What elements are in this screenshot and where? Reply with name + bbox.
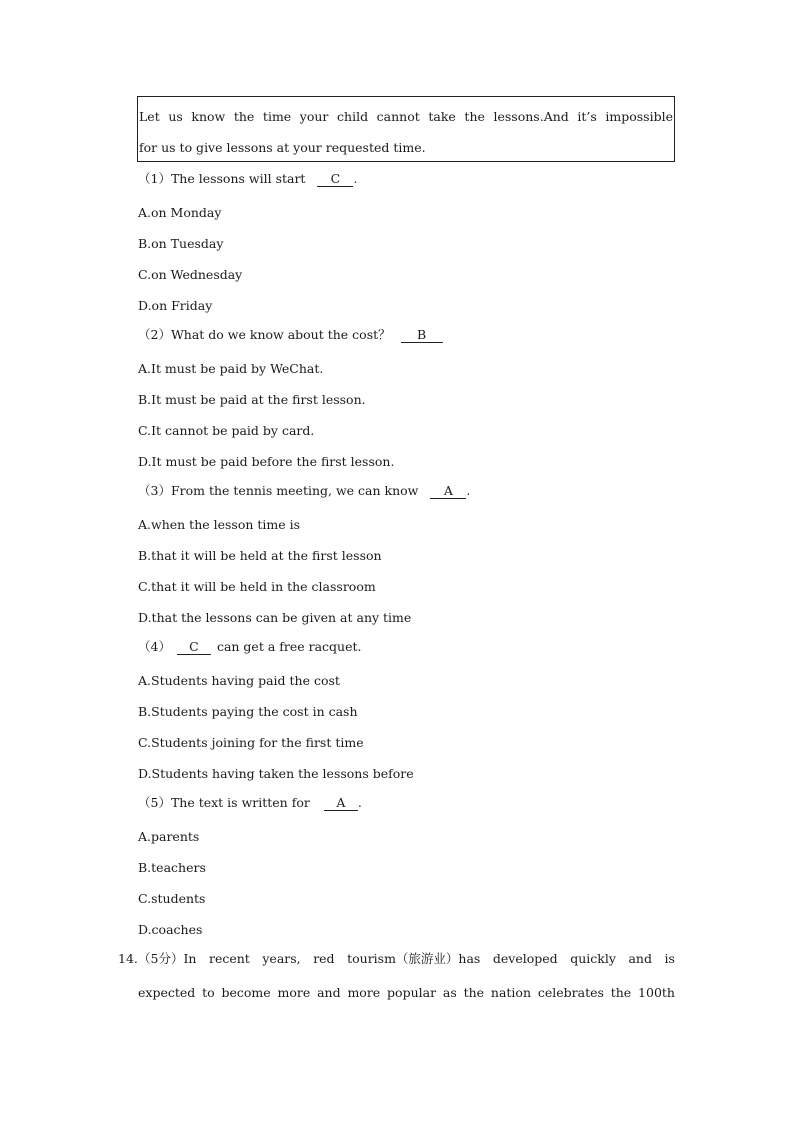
- question-14-line-2-word: more: [347, 985, 381, 1000]
- question-3-option-d: D.that the lessons can be given at any time: [138, 610, 412, 625]
- question-2-option-c: C.It cannot be paid by card.: [138, 423, 315, 438]
- question-14-line-2-word: the: [610, 985, 632, 1000]
- question-14-number: 14.: [118, 951, 138, 966]
- question-4-option-a: A.Students having paid the cost: [138, 673, 340, 688]
- question-5-option-a: A.parents: [138, 829, 200, 844]
- question-14-line-2-word: to: [202, 985, 215, 1000]
- question-14-line-2-word: more: [277, 985, 311, 1000]
- question-14-line-1: [138, 951, 675, 967]
- question-14-line-1-word: and: [628, 951, 652, 966]
- question-5-option-c: C.students: [138, 891, 206, 906]
- passage-box: [137, 96, 675, 162]
- question-14-line-1-word: （5分）In: [138, 951, 197, 966]
- question-14-line-2-word: become: [221, 985, 271, 1000]
- question-14-line-1-word: tourism（旅游业）has: [347, 951, 481, 966]
- passage-line-1: [139, 109, 673, 124]
- question-1-option-d: D.on Friday: [138, 298, 213, 313]
- passage-line-1-word: the: [233, 109, 255, 124]
- passage-line-1-word: the: [464, 109, 485, 124]
- passage-line-1-word: know: [191, 109, 226, 124]
- question-4-option-c: C.Students joining for the first time: [138, 735, 364, 750]
- question-14-line-1-word: recent: [208, 951, 250, 966]
- passage-line-1-word: us: [168, 109, 183, 124]
- question-1-option-c: C.on Wednesday: [138, 267, 243, 282]
- question-14-line-2-word: popular: [387, 985, 437, 1000]
- passage-line-1-word: impossible: [605, 109, 673, 124]
- question-14-line-2-word: celebrates: [537, 985, 604, 1000]
- question-5-stem: （5）The text is written for A .: [138, 795, 362, 810]
- question-14-line-1-word: years,: [262, 951, 301, 966]
- question-4-option-d: D.Students having taken the lessons before: [138, 766, 414, 781]
- passage-line-1-word: Let: [139, 109, 160, 124]
- question-1-answer: C: [317, 172, 353, 187]
- question-14-line-2-word: as: [442, 985, 457, 1000]
- passage-line-1-word: child: [337, 109, 369, 124]
- question-14-line-1-word: developed: [492, 951, 558, 966]
- question-1-stem: （1）The lessons will start C .: [138, 171, 358, 186]
- question-14-line-1-word: is: [664, 951, 675, 966]
- passage-line-2: for us to give lessons at your requested time.: [139, 140, 426, 155]
- question-4-stem: （4） C can get a free racquet.: [138, 639, 362, 654]
- question-14-line-2-word: expected: [138, 985, 196, 1000]
- question-2-option-a: A.It must be paid by WeChat.: [138, 361, 324, 376]
- question-3-option-b: B.that it will be held at the first lesson: [138, 548, 382, 563]
- question-1-option-a: A.on Monday: [138, 205, 222, 220]
- question-14-line-1-word: red: [313, 951, 335, 966]
- question-2-answer: B: [401, 328, 443, 343]
- question-14-line-1-word: quickly: [570, 951, 616, 966]
- question-1-option-b: B.on Tuesday: [138, 236, 224, 251]
- question-5-option-b: B.teachers: [138, 860, 206, 875]
- passage-line-1-word: your: [299, 109, 329, 124]
- question-2-option-b: B.It must be paid at the first lesson.: [138, 392, 366, 407]
- question-14-line-2-word: the: [463, 985, 485, 1000]
- question-3-answer: A: [430, 484, 466, 499]
- question-14-line-2-word: 100th: [638, 985, 675, 1000]
- passage-line-1-word: take: [428, 109, 456, 124]
- question-14-line-2: [138, 985, 675, 1001]
- passage-line-1-word: cannot: [376, 109, 420, 124]
- passage-line-1-word: it’s: [577, 109, 597, 124]
- question-5-answer: A: [324, 796, 358, 811]
- passage-line-1-word: lessons.And: [493, 109, 569, 124]
- question-2-stem: （2）What do we know about the cost？ B: [138, 327, 443, 343]
- question-3-stem: （3）From the tennis meeting, we can know A .: [138, 483, 471, 498]
- question-4-answer: C: [177, 640, 211, 655]
- question-4-option-b: B.Students paying the cost in cash: [138, 704, 358, 719]
- question-14-line-2-word: nation: [490, 985, 532, 1000]
- question-2-option-d: D.It must be paid before the first lesson.: [138, 454, 395, 469]
- question-14-line-2-word: and: [317, 985, 341, 1000]
- question-3-option-a: A.when the lesson time is: [138, 517, 301, 532]
- question-3-option-c: C.that it will be held in the classroom: [138, 579, 376, 594]
- passage-line-1-word: time: [262, 109, 292, 124]
- question-5-option-d: D.coaches: [138, 922, 203, 937]
